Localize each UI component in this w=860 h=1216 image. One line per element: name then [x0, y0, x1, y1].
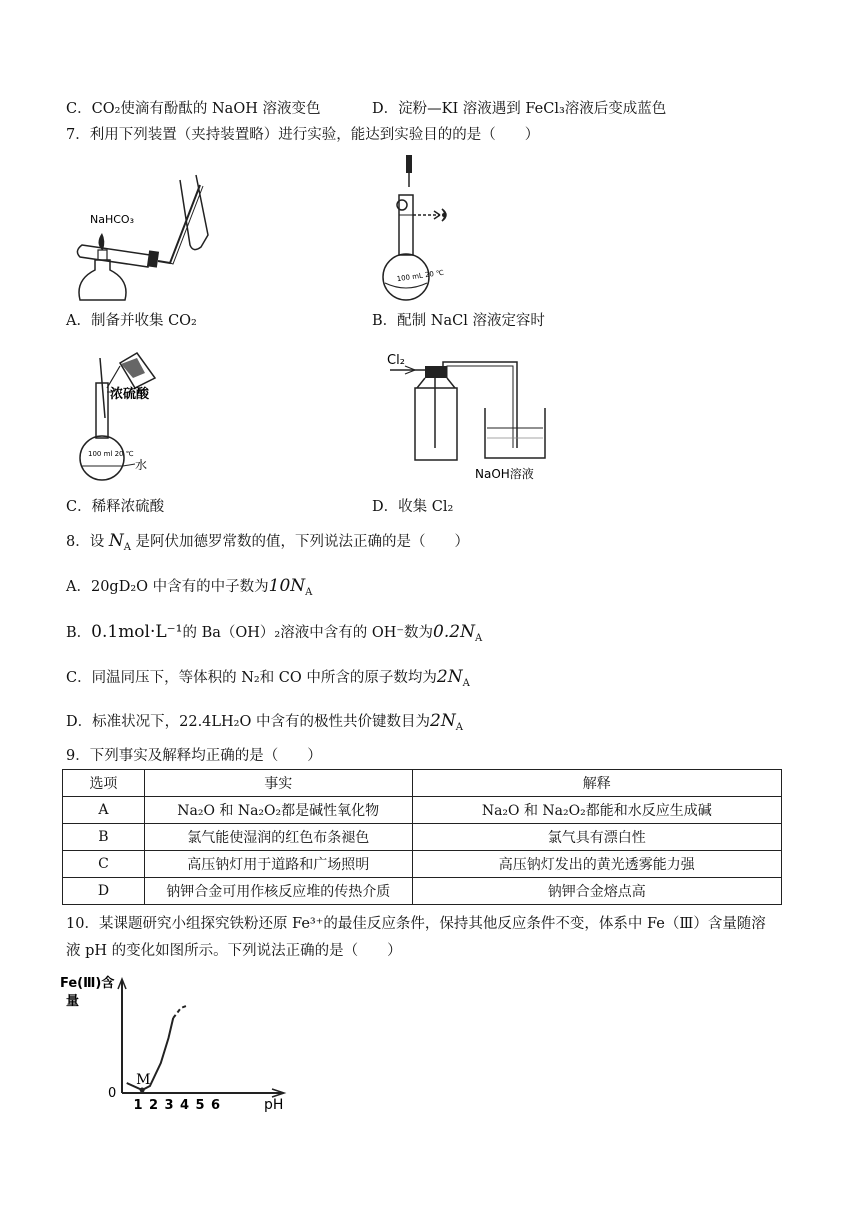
table-row — [63, 851, 782, 878]
table-cell: 高压钠灯发出的黄光透雾能力强 — [412, 851, 781, 878]
q8-option-d-value: 2N — [430, 711, 456, 731]
table-cell: C — [63, 851, 145, 878]
x-tick-label: 5 — [195, 1098, 205, 1113]
origin-label: 0 — [108, 1086, 117, 1101]
q8-stem-pre: 8．设 — [66, 534, 109, 550]
table-header-cell: 选项 — [63, 770, 145, 797]
q8-stem-sub: A — [123, 541, 131, 553]
table-header-cell: 事实 — [144, 770, 412, 797]
q8-option-a-text: A．20gD₂O 中含有的中子数为 — [66, 579, 269, 595]
table-cell: 钠钾合金熔点高 — [412, 878, 781, 905]
figure-a-label: NaHCO₃ — [90, 213, 134, 226]
q8-option-d-sub: A — [455, 721, 463, 733]
table-header-row — [63, 770, 782, 797]
table-row — [63, 797, 782, 824]
q9-stem: 9．下列事实及解释均正确的是（ ） — [66, 748, 322, 764]
series-line-1 — [173, 1005, 188, 1018]
table-cell: B — [63, 824, 145, 851]
table-cell: 氯气具有漂白性 — [412, 824, 781, 851]
q7-option-a: A．制备并收集 CO₂ — [66, 313, 197, 329]
table-row — [63, 878, 782, 905]
figure-d-gas-label: Cl₂ — [387, 353, 405, 368]
q8-option-d-text: D．标准状况下，22.4LH₂O 中含有的极性共价键数目为 — [66, 714, 430, 730]
q8-option-b-text2: 的 Ba（OH）₂溶液中含有的 OH⁻数为 — [182, 625, 434, 641]
q8-option-c — [66, 666, 470, 691]
q8-option-c-value: 2N — [436, 667, 463, 687]
q8-option-a-value: 10N — [268, 576, 306, 596]
table-cell: 氯气能使湿润的红色布条褪色 — [144, 824, 412, 851]
q8-option-a — [66, 575, 312, 600]
x-axis-label: pH — [264, 1097, 284, 1113]
table-header-cell: 解释 — [412, 770, 781, 797]
table-cell: Na₂O 和 Na₂O₂都是碱性氧化物 — [144, 797, 412, 824]
q7-option-c: C．稀释浓硫酸 — [66, 499, 165, 515]
table-row — [63, 824, 782, 851]
q8-option-b-conc: 0.1mol·L⁻¹ — [91, 622, 183, 642]
point-m-label: M — [136, 1072, 151, 1088]
q8-option-a-sub: A — [305, 586, 313, 598]
q8-option-b-text1: B． — [66, 625, 92, 641]
figure-b-apparatus — [380, 155, 520, 305]
point-m-marker — [140, 1088, 145, 1093]
q8-stem-var: N — [108, 531, 124, 551]
figure-a-apparatus — [70, 175, 220, 310]
x-tick-label: 6 — [211, 1098, 221, 1113]
fe3-content-chart — [60, 975, 300, 1115]
figure-c-water-label: 水 — [135, 458, 148, 472]
x-tick-label: 4 — [180, 1098, 190, 1113]
figure-c-apparatus — [75, 348, 195, 483]
q10-stem-line2: 液 pH 的变化如图所示。下列说法正确的是（ ） — [66, 943, 402, 959]
x-tick-label: 3 — [164, 1098, 174, 1113]
q8-option-c-text: C．同温同压下，等体积的 N₂和 CO 中所含的原子数均为 — [66, 670, 437, 686]
q6-option-c: C．CO₂使滴有酚酞的 NaOH 溶液变色 — [66, 101, 321, 117]
q9-table — [62, 769, 782, 905]
q8-option-b — [66, 621, 482, 646]
q7-option-b: B．配制 NaCl 溶液定容时 — [372, 313, 545, 329]
q7-option-d: D．收集 Cl₂ — [372, 499, 454, 515]
figure-c-acid-label: 浓硫酸 — [110, 387, 150, 402]
q8-option-c-sub: A — [462, 677, 470, 689]
table-cell: D — [63, 878, 145, 905]
q8-option-b-value: 0.2N — [433, 622, 475, 642]
table-cell: 高压钠灯用于道路和广场照明 — [144, 851, 412, 878]
y-axis-label: Fe(Ⅲ)含 — [60, 976, 115, 991]
figure-d-apparatus — [385, 348, 555, 483]
q10-stem-line1: 10．某课题研究小组探究铁粉还原 Fe³⁺的最佳反应条件，保持其他反应条件不变，体系中 Fe（Ⅲ）含量随溶 — [66, 916, 766, 932]
q6-option-d: D．淀粉—KI 溶液遇到 FeCl₃溶液后变成蓝色 — [372, 101, 667, 117]
x-tick-label: 1 — [133, 1098, 143, 1113]
q8-option-d — [66, 710, 463, 735]
table-cell: 钠钾合金可用作核反应堆的传热介质 — [144, 878, 412, 905]
table-cell: A — [63, 797, 145, 824]
figure-b-flask-label: 100 mL 20 ℃ — [396, 268, 445, 284]
q7-stem: 7．利用下列装置（夹持装置略）进行实验，能达到实验目的的是（ ） — [66, 127, 540, 143]
q8-option-b-sub: A — [474, 632, 483, 644]
y-axis-label-line2: 量 — [66, 994, 80, 1009]
table-cell: Na₂O 和 Na₂O₂都能和水反应生成碱 — [412, 797, 781, 824]
q8-stem-post: 是阿伏加德罗常数的值，下列说法正确的是（ ） — [130, 534, 470, 550]
figure-d-solution-label: NaOH溶液 — [475, 467, 534, 481]
q8-stem — [66, 530, 469, 555]
x-tick-label: 2 — [149, 1098, 159, 1113]
figure-c-flask-label: 100 ml 20 ℃ — [88, 450, 134, 458]
